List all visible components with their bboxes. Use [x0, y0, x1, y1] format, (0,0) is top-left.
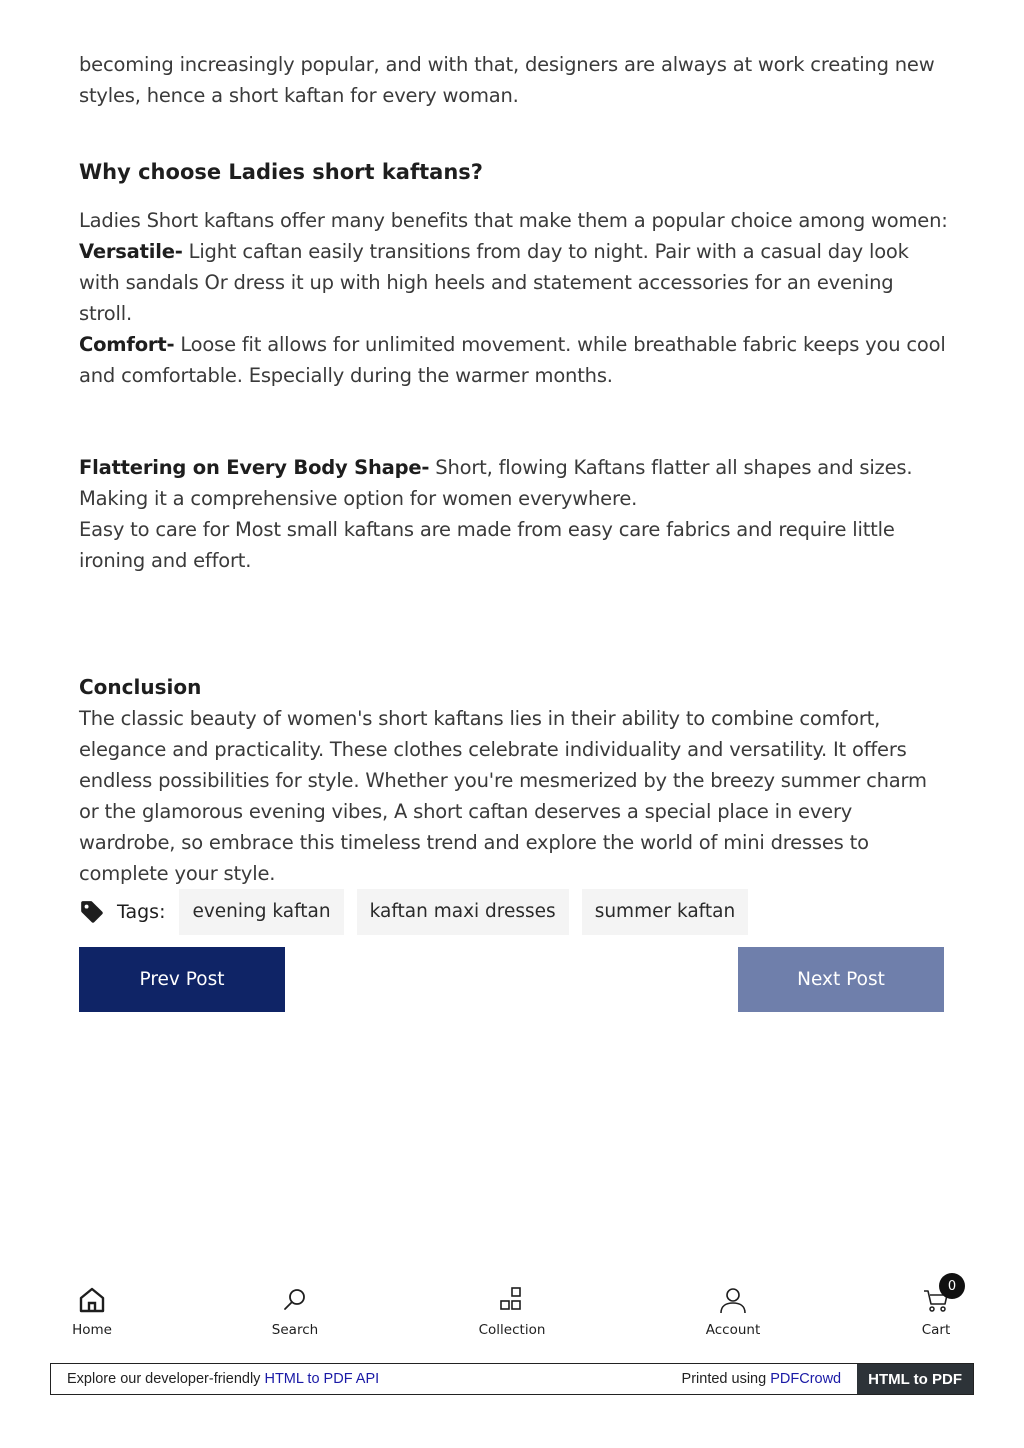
conclusion-heading: Conclusion — [79, 675, 202, 699]
home-icon — [77, 1285, 107, 1315]
tags-row — [79, 889, 761, 935]
nav-search[interactable] — [245, 1276, 345, 1338]
intro-paragraph: becoming increasingly popular, and with that, designers are always at work creating new styles, hence a short kaftan for every woman. — [79, 53, 935, 107]
footer-left — [51, 1371, 682, 1387]
easy-care-paragraph: Easy to care for Most small kaftans are made from easy care fabrics and require little ironing and effort. — [79, 518, 895, 572]
footer-left-text: Explore our developer-friendly — [67, 1371, 265, 1387]
footer-right — [682, 1371, 858, 1387]
cart-count-badge: 0 — [939, 1273, 965, 1299]
collection-icon — [497, 1285, 527, 1315]
conclusion-text: The classic beauty of women's short kaftans lies in their ability to combine comfort, elegance and practicality. These clothes celebrate individuality and versatility. It offers endless possibilities for style. Whether you're mesmerized by the breezy summer charm or the glamorous evening vibes, A short caftan deserves a special place in every wardrobe, so embrace this timeless trend and explore the world of mini dresses to complete your style. — [79, 707, 927, 885]
versatile-text: Light caftan easily transitions from day to night. Pair with a casual day look with sandals Or dress it up with high heels and statement accessories for an evening stroll. — [79, 240, 909, 325]
tags-label: Tags: — [117, 901, 166, 923]
nav-collection-label: Collection — [478, 1322, 546, 1338]
nav-account-label: Account — [705, 1322, 761, 1338]
footer-right-text: Printed using — [681, 1371, 771, 1387]
bottom-nav — [0, 1276, 1024, 1346]
why-heading: Why choose Ladies short kaftans? — [79, 160, 483, 184]
tag-icon — [79, 899, 105, 925]
nav-collection[interactable] — [462, 1276, 562, 1338]
benefits-block — [79, 205, 949, 391]
nav-cart-label: Cart — [921, 1322, 951, 1338]
nav-cart[interactable] — [886, 1276, 986, 1338]
tag-summer-kaftan[interactable]: summer kaftan — [582, 889, 749, 935]
html-to-pdf-api-link[interactable]: HTML to PDF API — [264, 1371, 380, 1387]
nav-search-label: Search — [271, 1322, 319, 1338]
tag-evening-kaftan[interactable]: evening kaftan — [179, 889, 343, 935]
nav-home[interactable] — [42, 1276, 142, 1338]
tag-kaftan-maxi-dresses[interactable]: kaftan maxi dresses — [357, 889, 569, 935]
search-icon — [280, 1285, 310, 1315]
prev-post-button[interactable]: Prev Post — [79, 947, 285, 1012]
flatter-text: Short, flowing Kaftans flatter all shapes and sizes. Making it a comprehensive option for women everywhere. — [79, 456, 913, 510]
html-to-pdf-button[interactable]: HTML to PDF — [857, 1364, 973, 1394]
flatter-paragraph — [79, 452, 949, 514]
flatter-block — [79, 452, 949, 576]
versatile-paragraph — [79, 236, 949, 329]
pdfcrowd-link[interactable]: PDFCrowd — [770, 1371, 842, 1387]
conclusion-block — [79, 672, 949, 889]
account-icon — [718, 1285, 748, 1315]
cart-icon-wrap — [921, 1278, 957, 1315]
pdf-footer-bar — [50, 1363, 974, 1395]
nav-home-label: Home — [72, 1322, 112, 1338]
comfort-text: Loose fit allows for unlimited movement. while breathable fabric keeps you cool and comfortable. Especially during the warmer months. — [79, 333, 946, 387]
comfort-label: Comfort- — [79, 333, 175, 356]
comfort-paragraph — [79, 329, 949, 391]
versatile-label: Versatile- — [79, 240, 183, 263]
flatter-label: Flattering on Every Body Shape- — [79, 456, 430, 479]
benefits-intro: Ladies Short kaftans offer many benefits that make them a popular choice among women: — [79, 209, 948, 232]
next-post-button[interactable]: Next Post — [738, 947, 944, 1012]
nav-account[interactable] — [683, 1276, 783, 1338]
